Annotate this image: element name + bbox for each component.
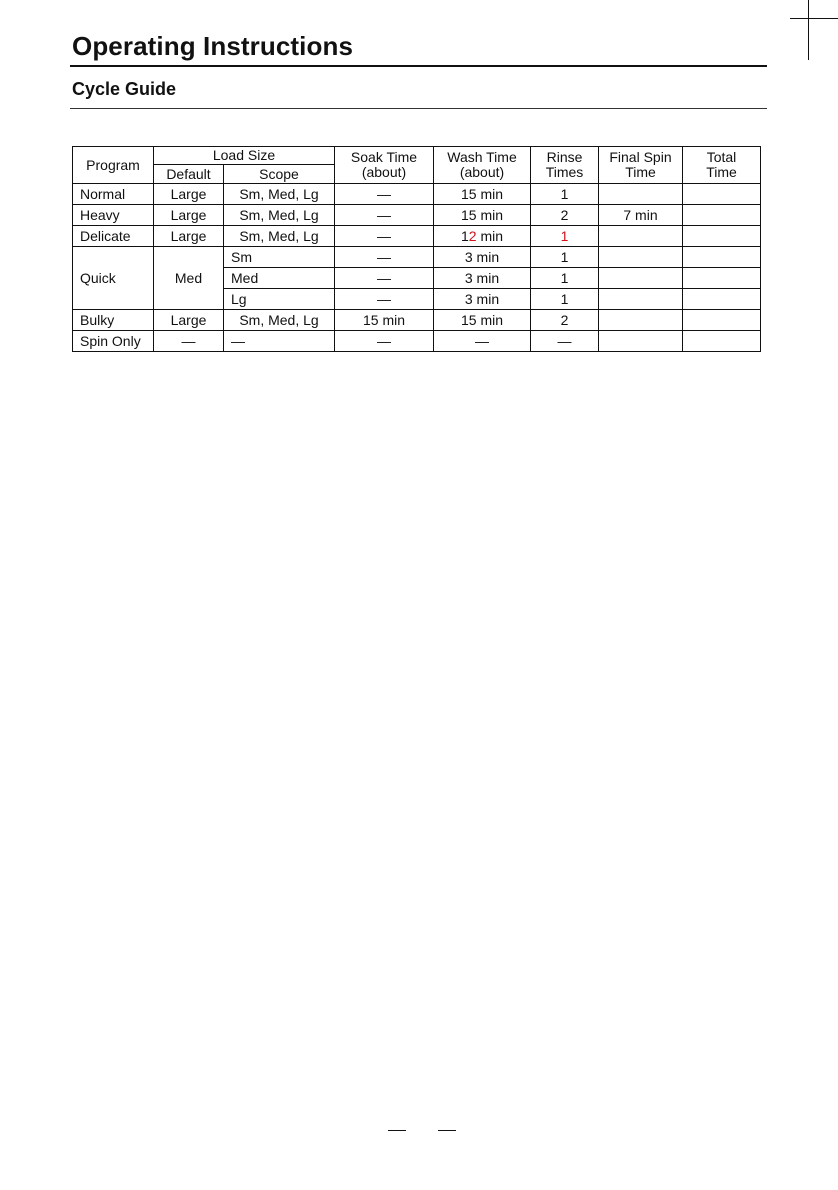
header-final-spin-time xyxy=(599,147,683,184)
cell-soak: — xyxy=(335,226,434,247)
cell-rinse: 1 xyxy=(531,289,599,310)
cell-wash xyxy=(434,226,531,247)
cell-total xyxy=(683,268,761,289)
cell-soak: — xyxy=(335,289,434,310)
section-divider xyxy=(70,108,767,109)
header-spin-line1: Final Spin xyxy=(609,149,672,165)
table-row-bulky xyxy=(73,310,761,331)
cell-default: Large xyxy=(154,205,224,226)
page-number-dash-right xyxy=(438,1130,456,1131)
cell-soak: — xyxy=(335,331,434,352)
cell-rinse: 1 xyxy=(531,268,599,289)
wash-digit: 1 xyxy=(460,227,469,244)
cell-wash: 15 min xyxy=(434,205,531,226)
cell-scope: Sm, Med, Lg xyxy=(224,310,335,331)
table-row-normal xyxy=(73,184,761,205)
table-row-delicate xyxy=(73,226,761,247)
cell-rinse: 2 xyxy=(531,205,599,226)
cell-final-spin xyxy=(599,226,683,247)
cell-program: Spin Only xyxy=(73,331,154,352)
cell-final-spin xyxy=(599,184,683,205)
cell-soak: — xyxy=(335,268,434,289)
header-wash-time xyxy=(434,147,531,184)
cell-rinse: — xyxy=(531,331,599,352)
cell-program: Normal xyxy=(73,184,154,205)
cell-wash: 15 min xyxy=(434,310,531,331)
page-number-dash-left xyxy=(388,1130,406,1131)
cell-scope: — xyxy=(224,331,335,352)
cell-default: Med xyxy=(154,247,224,310)
header-rinse-line1: Rinse xyxy=(546,149,583,165)
cell-wash: 3 min xyxy=(434,247,531,268)
cell-program: Quick xyxy=(73,247,154,310)
page-title: Operating Instructions xyxy=(72,31,354,61)
header-default: Default xyxy=(154,165,224,184)
cell-program: Heavy xyxy=(73,205,154,226)
header-total-line2: Time xyxy=(706,164,737,180)
cell-program: Bulky xyxy=(73,310,154,331)
cell-soak: — xyxy=(335,247,434,268)
header-wash-line1: Wash Time xyxy=(447,149,517,165)
cell-rinse: 1 xyxy=(531,247,599,268)
cell-default: Large xyxy=(154,184,224,205)
cell-rinse: 2 xyxy=(531,310,599,331)
header-soak-line2: (about) xyxy=(361,164,407,180)
cell-soak: 15 min xyxy=(335,310,434,331)
cell-final-spin xyxy=(599,268,683,289)
table-row-heavy xyxy=(73,205,761,226)
header-total-line1: Total xyxy=(706,149,737,165)
cell-soak: — xyxy=(335,205,434,226)
header-soak-time xyxy=(335,147,434,184)
cell-program: Delicate xyxy=(73,226,154,247)
cell-final-spin xyxy=(599,310,683,331)
header-spin-line2: Time xyxy=(625,164,656,180)
cell-wash: 3 min xyxy=(434,268,531,289)
cell-scope: Sm xyxy=(224,247,335,268)
table-row-quick-sm xyxy=(73,247,761,268)
header-total-time xyxy=(683,147,761,184)
cell-scope: Med xyxy=(224,268,335,289)
cell-final-spin xyxy=(599,247,683,268)
cell-wash: 15 min xyxy=(434,184,531,205)
cell-scope: Sm, Med, Lg xyxy=(224,226,335,247)
header-rinse-times xyxy=(531,147,599,184)
cell-total xyxy=(683,331,761,352)
cell-wash: — xyxy=(434,331,531,352)
crop-mark-vertical xyxy=(808,0,809,60)
cell-rinse: 1 xyxy=(531,226,599,247)
header-wash-line2: (about) xyxy=(459,164,505,180)
cell-final-spin: 7 min xyxy=(599,205,683,226)
header-program: Program xyxy=(73,147,154,184)
header-soak-line1: Soak Time xyxy=(350,149,418,165)
cell-default: Large xyxy=(154,310,224,331)
cell-scope: Lg xyxy=(224,289,335,310)
cell-total xyxy=(683,184,761,205)
title-divider xyxy=(70,65,767,67)
crop-mark-horizontal xyxy=(790,18,838,19)
table-row-spin-only xyxy=(73,331,761,352)
cell-default: — xyxy=(154,331,224,352)
wash-digit-highlight: 2 xyxy=(468,227,477,244)
cell-final-spin xyxy=(599,331,683,352)
cell-final-spin xyxy=(599,289,683,310)
header-scope: Scope xyxy=(224,165,335,184)
cell-scope: Sm, Med, Lg xyxy=(224,184,335,205)
cell-rinse: 1 xyxy=(531,184,599,205)
wash-unit: min xyxy=(476,227,504,244)
header-rinse-line2: Times xyxy=(545,164,584,180)
cell-total xyxy=(683,226,761,247)
cell-total xyxy=(683,247,761,268)
cell-total xyxy=(683,310,761,331)
cell-total xyxy=(683,289,761,310)
cell-total xyxy=(683,205,761,226)
cycle-guide-table xyxy=(72,146,761,352)
header-load-size: Load Size xyxy=(154,147,335,165)
cell-wash: 3 min xyxy=(434,289,531,310)
cell-default: Large xyxy=(154,226,224,247)
cell-scope: Sm, Med, Lg xyxy=(224,205,335,226)
cell-soak: — xyxy=(335,184,434,205)
section-title: Cycle Guide xyxy=(72,79,177,99)
